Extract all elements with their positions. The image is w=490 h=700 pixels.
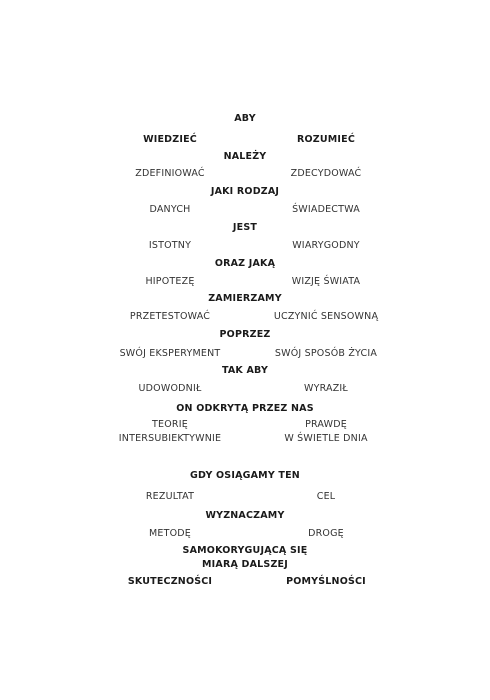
line-poprzez: POPRZEZ xyxy=(219,329,271,340)
word-metode: METODĘ xyxy=(149,528,191,539)
word-skutecznosci: SKUTECZNOŚCI xyxy=(127,576,213,587)
word-teorie: TEORIĘ xyxy=(152,419,188,430)
line-nalezy: NALEŻY xyxy=(223,151,267,162)
word-istotny: ISTOTNY xyxy=(148,240,192,251)
word-przetestowac: PRZETESTOWAĆ xyxy=(129,311,211,322)
word-wiarygodny: WIARYGODNY xyxy=(292,240,360,251)
word-intersubiektywnie: INTERSUBIEKTYWNIE xyxy=(118,433,222,444)
word-zdecydowac: ZDECYDOWAĆ xyxy=(290,168,362,179)
line-jaki-rodzaj: JAKI RODZAJ xyxy=(210,186,280,197)
word-pomyslnosci: POMYŚLNOŚCI xyxy=(286,576,366,587)
word-swiadectwa: ŚWIADECTWA xyxy=(292,204,360,215)
word-udowodnil: UDOWODNIŁ xyxy=(138,383,202,394)
word-wyrazil: WYRAZIŁ xyxy=(304,383,348,394)
line-tak-aby: TAK ABY xyxy=(221,365,269,376)
word-cel: CEL xyxy=(316,491,336,502)
word-swoj-eksperyment: SWÓJ EKSPERYMENT xyxy=(119,348,221,359)
line-gdy-osiagamy: GDY OSIĄGAMY TEN xyxy=(190,470,300,481)
word-w-swietle-dnia: W ŚWIETLE DNIA xyxy=(284,433,368,444)
word-wizje-swiata: WIZJĘ ŚWIATA xyxy=(291,276,361,287)
line-aby: ABY xyxy=(234,113,256,124)
word-uczynic-sensowna: UCZYNIĆ SENSOWNĄ xyxy=(273,311,379,322)
word-danych: DANYCH xyxy=(149,204,191,215)
word-wiedziec: WIEDZIEĆ xyxy=(143,134,197,145)
line-miara-dalszej: MIARĄ DALSZEJ xyxy=(202,559,288,570)
line-zamierzamy: ZAMIERZAMY xyxy=(208,293,282,304)
line-oraz-jaka: ORAZ JAKĄ xyxy=(214,258,276,269)
line-jest: JEST xyxy=(232,222,258,233)
line-samokorygujaca: SAMOKORYGUJĄCĄ SIĘ xyxy=(182,545,308,556)
word-swoj-sposob-zycia: SWÓJ SPOSÓB ŻYCIA xyxy=(274,348,378,359)
word-hipoteze: HIPOTEZĘ xyxy=(145,276,195,287)
word-rezultat: REZULTAT xyxy=(145,491,195,502)
line-wyznaczamy: WYZNACZAMY xyxy=(205,510,285,521)
line-on-odkryta: ON ODKRYTĄ PRZEZ NAS xyxy=(176,403,314,414)
word-rozumiec: ROZUMIEĆ xyxy=(296,134,356,145)
word-zdefiniowac: ZDEFINIOWAĆ xyxy=(135,168,205,179)
word-prawde: PRAWDĘ xyxy=(305,419,347,430)
word-droge: DROGĘ xyxy=(308,528,344,539)
